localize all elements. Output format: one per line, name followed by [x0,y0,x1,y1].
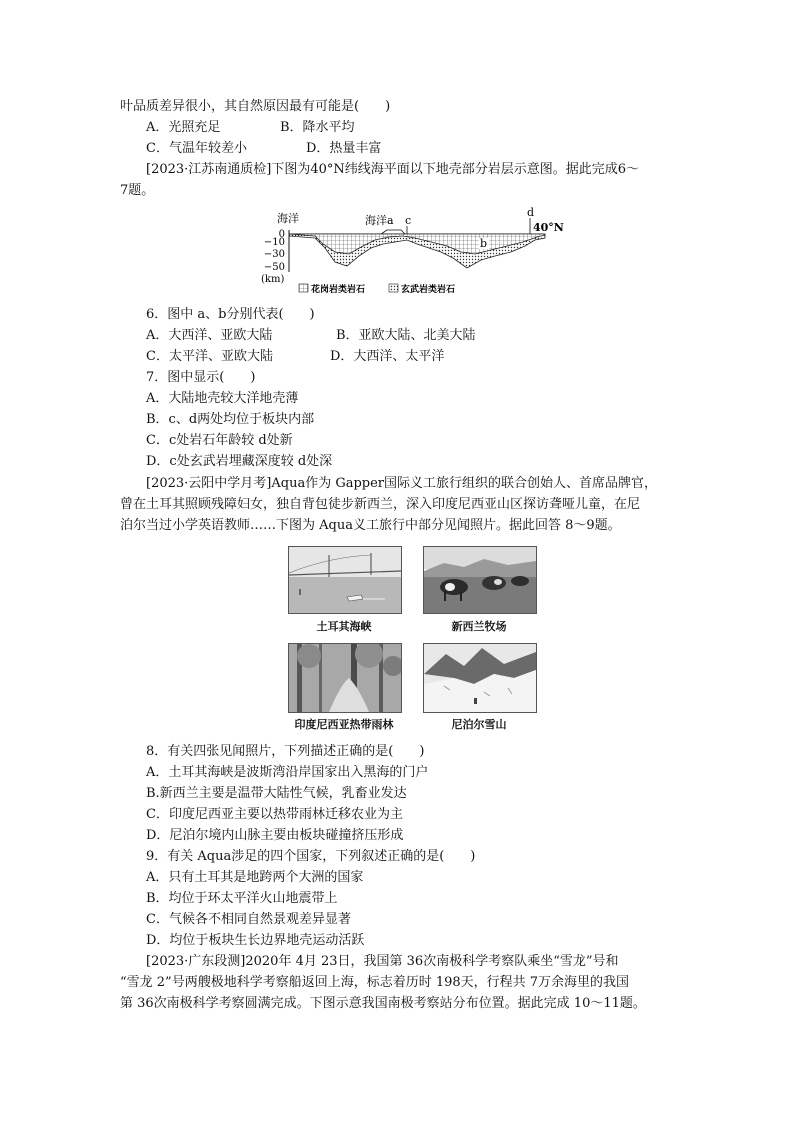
legend-basalt-label: 玄武岩类岩石 [401,285,456,295]
photo-turkey-strait [288,546,402,614]
q7-option-c: C．c处岩石年龄较 d处新 [146,433,293,448]
q5-option-b: B．降水平均 [280,120,355,135]
q8-stem: 8．有关四张见闻照片，下列描述正确的是( ) [146,744,425,759]
q6-option-b: B．亚欧大陆、北美大陆 [336,328,476,343]
q7-option-b: B．c、d两处均位于板块内部 [146,412,315,427]
q7-stem: 7．图中显示( ) [146,370,256,385]
q5-stem: 叶品质差异很小，其自然原因最有可能是( ) [120,99,391,114]
caption-indonesia: 印度尼西亚热带雨林 [294,718,394,731]
intro-10-11-line1: [2023·广东段测]2020年 4月 23日，我国第 36次南极科学考察队乘坐“雪龙”号和 [146,954,619,969]
intro-10-11-line2: “雪龙 2”号两艘极地科学考察船返回上海，标志着历时 198天，行程共 7万余海里的我国 [120,975,630,990]
legend-basalt-swatch [389,284,398,292]
label-latitude: 40°N [533,221,564,234]
q5-option-c: C．气温年较差小 [146,141,247,156]
q6-option-d: D．大西洋、太平洋 [330,349,445,364]
intro-6-7-line2: 7题。 [120,183,155,198]
q7-option-a: A．大陆地壳较大洋地壳薄 [146,391,299,406]
q9-option-a: A．只有土耳其是地跨两个大洲的国家 [146,870,364,885]
caption-newzealand: 新西兰牧场 [451,620,507,633]
q9-stem: 9．有关 Aqua涉足的四个国家，下列叙述正确的是( ) [146,849,476,864]
photo-nepal-snow-mountain [423,643,537,713]
y-tick-50: −50 [263,262,285,273]
ocean-a-basin [381,230,405,234]
caption-nepal: 尼泊尔雪山 [451,718,507,731]
q8-option-c: C．印度尼西亚主要以热带雨林迁移农业为主 [146,807,403,822]
q6-option-c: C．太平洋、亚欧大陆 [146,349,273,364]
crust-section-figure [255,204,575,298]
y-unit: (km) [261,274,285,285]
q8-option-b: B.新西兰主要是温带大陆性气候，乳畜业发达 [146,786,407,801]
caption-turkey: 土耳其海峡 [316,620,372,633]
q8-option-d: D．尼泊尔境内山脉主要由板块碰撞挤压形成 [146,828,404,843]
label-ocean-left: 海洋 [277,212,299,225]
intro-8-9-line1: [2023·云阳中学月考]Aqua作为 Gapper国际义工旅行组织的联合创始人、首席品牌官， [146,476,658,491]
q9-option-b: B．均位于环太平洋火山地震带上 [146,891,338,906]
photo-indonesia-rainforest [288,643,402,713]
photo-newzealand-pasture [423,546,537,614]
q6-stem: 6．图中 a、b分别代表( ) [146,307,315,322]
label-ocean-a: 海洋a [365,214,394,227]
intro-6-7-line1: [2023·江苏南通质检]下图为40°N纬线海平面以下地壳部分岩层示意图。据此完成6～ [146,162,640,177]
q9-option-d: D．均位于板块生长边界地壳运动活跃 [146,933,365,948]
label-c: c [405,214,412,227]
label-d: d [527,206,535,219]
y-tick-0: 0 [278,229,285,240]
intro-10-11-line3: 第 36次南极科学考察圆满完成。下图示意我国南极考察站分布位置。据此完成 10～11题。 [120,996,646,1011]
q6-option-a: A．大西洋、亚欧大陆 [146,328,273,343]
label-b: b [480,237,488,250]
q8-option-a: A．土耳其海峡是波斯湾沿岸国家出入黑海的门户 [146,765,429,780]
q5-option-d: D．热量丰富 [306,141,382,156]
intro-8-9-line2: 曾在土耳其照顾残障妇女，独自背包徒步新西兰，深入印度尼西亚山区探访聋哑儿童，在尼 [120,497,641,512]
q7-option-d: D．c处玄武岩埋藏深度较 d处深 [146,454,333,469]
legend-granite-swatch [299,284,308,292]
y-tick-10: −10 [263,237,285,248]
legend-granite-label: 花岗岩类岩石 [311,285,366,295]
q5-option-a: A．光照充足 [146,120,221,135]
y-tick-30: −30 [263,249,285,260]
q9-option-c: C．气候各不相同自然景观差异显著 [146,912,351,927]
intro-8-9-line3: 泊尔当过小学英语教师……下图为 Aqua义工旅行中部分见闻照片。据此回答 8～9题。 [120,518,621,533]
